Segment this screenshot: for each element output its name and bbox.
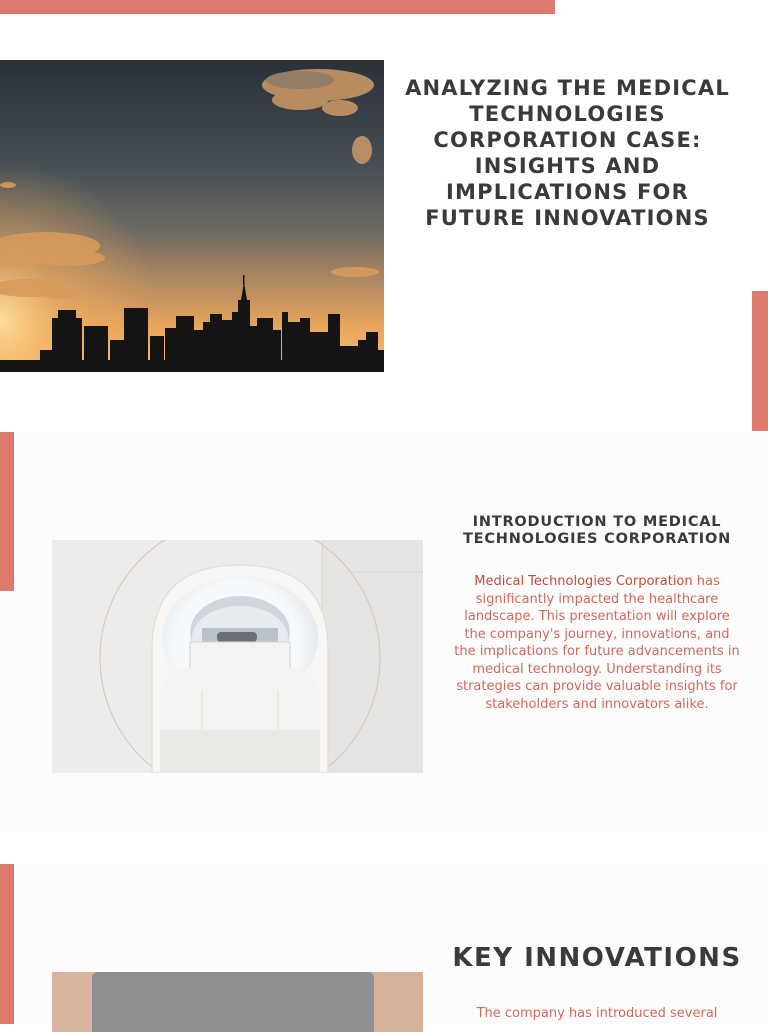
person-image — [52, 972, 423, 1032]
presentation-title: ANALYZING THE MEDICAL TECHNOLOGIES CORPORATION CASE: INSIGHTS AND IMPLICATIONS FOR FUTURE INNOVATIONS — [405, 76, 730, 230]
company-name-highlight: Medical Technologies Corporation — [474, 574, 693, 589]
intro-heading: INTRODUCTION TO MEDICAL TECHNOLOGIES CORPORATION — [462, 514, 732, 547]
key-innovations-paragraph: The company has introduced several — [476, 1006, 718, 1021]
top-accent-bar — [0, 0, 555, 14]
introduction-slide — [0, 432, 768, 832]
title-slide — [0, 0, 768, 400]
intro-paragraph — [452, 573, 742, 713]
key-innovations-slide — [0, 864, 768, 1024]
skyline-sunset-image — [0, 60, 384, 372]
intro-paragraph-text: has significantly impacted the healthcare landscape. This presentation will explore the company's journey, innovations, and the implications for future advancements in medical technology. Understanding its strategies can provide valuable insights for stakeholders and innovators alike. — [454, 574, 740, 712]
left-accent-bar — [0, 432, 14, 591]
person-arm-right — [371, 972, 423, 1032]
mri-scanner-image — [52, 540, 423, 773]
key-innovations-heading: KEY INNOVATIONS — [452, 943, 742, 973]
right-accent-bar — [752, 291, 768, 431]
person-gray-shirt — [92, 972, 374, 1032]
left-accent-bar — [0, 864, 14, 1024]
